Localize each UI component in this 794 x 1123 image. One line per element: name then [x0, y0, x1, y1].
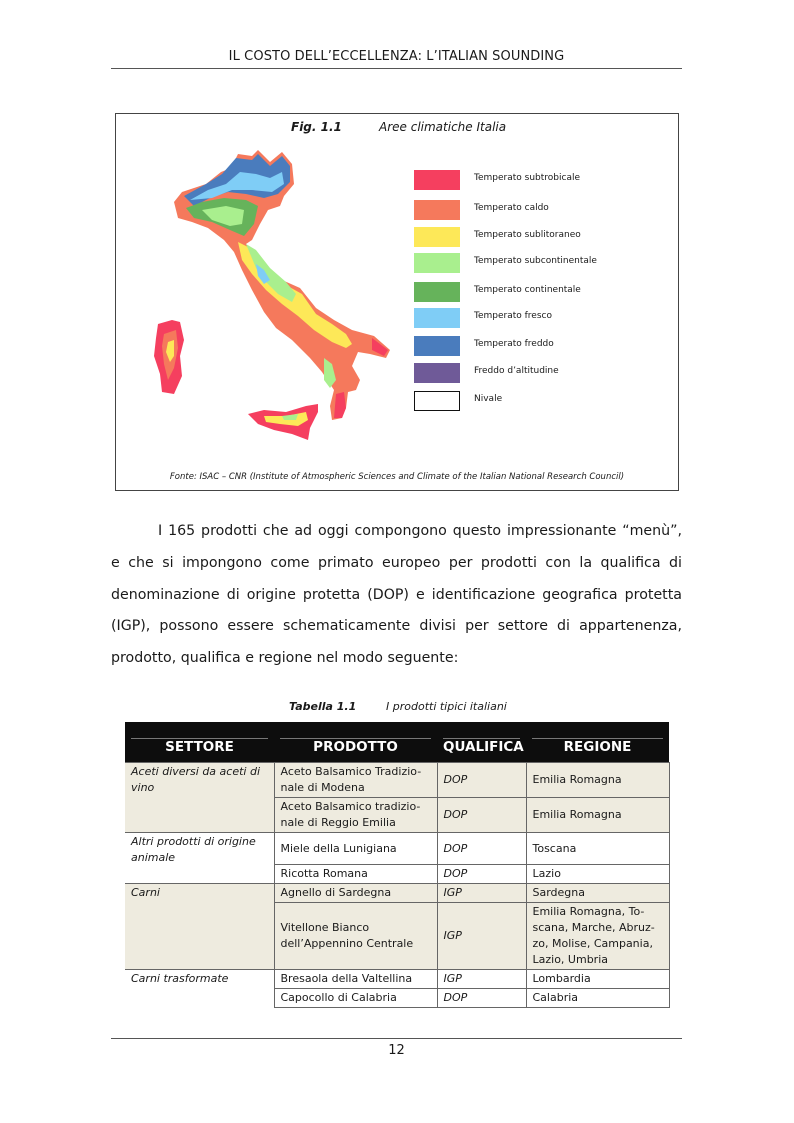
footer-rule	[111, 1038, 682, 1039]
table-row	[125, 833, 669, 865]
legend-label: Temperato sublitoraneo	[474, 230, 581, 240]
cell-qualifica: DOP	[437, 798, 526, 833]
legend-label: Temperato fresco	[474, 311, 552, 321]
legend-label: Temperato subtrobicale	[474, 173, 580, 183]
header-settore: SETTORE	[125, 722, 274, 763]
cell-regione: Calabria	[526, 989, 669, 1008]
header-rule	[111, 68, 682, 69]
italy-climate-map	[146, 144, 391, 444]
legend-swatch	[414, 308, 460, 328]
legend-swatch	[414, 170, 460, 190]
cell-qualifica: IGP	[437, 903, 526, 970]
cell-regione: Lombardia	[526, 970, 669, 989]
legend-item	[414, 282, 714, 302]
cell-qualifica: DOP	[437, 865, 526, 884]
table-row	[125, 884, 669, 903]
cell-prodotto: Aceto Balsamico tradizio-nale di Reggio Emilia	[274, 798, 437, 833]
body-paragraph-block	[111, 516, 682, 675]
table-row	[125, 970, 669, 989]
table-row	[125, 763, 669, 798]
legend-swatch	[414, 227, 460, 247]
legend-swatch	[414, 336, 460, 356]
cell-settore: Altri prodotti di origine animale	[125, 833, 274, 884]
cell-regione: Sardegna	[526, 884, 669, 903]
cell-qualifica: IGP	[437, 884, 526, 903]
legend-label: Freddo d’altitudine	[474, 366, 559, 376]
cell-regione: Lazio	[526, 865, 669, 884]
header-qualifica: QUALIFICA	[437, 722, 526, 763]
legend-item	[414, 363, 714, 383]
table-title: I prodotti tipici italiani	[386, 700, 507, 713]
legend-label: Temperato subcontinentale	[474, 256, 597, 266]
cell-prodotto: Bresaola della Valtellina	[274, 970, 437, 989]
legend-item	[414, 170, 714, 190]
page-number: 12	[388, 1043, 405, 1058]
cell-qualifica: IGP	[437, 970, 526, 989]
cell-regione: Emilia Romagna	[526, 763, 669, 798]
table-header-row	[125, 722, 669, 763]
cell-qualifica: DOP	[437, 833, 526, 865]
cell-qualifica: DOP	[437, 989, 526, 1008]
figure-title: Aree climatiche Italia	[379, 120, 507, 134]
legend-swatch	[414, 363, 460, 383]
cell-regione: Emilia Romagna, To-scana, Marche, Abruz-zo, Molise, Campania, Lazio, Umbria	[526, 903, 669, 970]
header-regione: REGIONE	[526, 722, 669, 763]
legend-swatch	[414, 391, 460, 411]
figure-number: Fig. 1.1	[291, 120, 342, 134]
products-table	[125, 722, 670, 1008]
cell-settore: Carni trasformate	[125, 970, 274, 1008]
legend-label: Temperato continentale	[474, 285, 581, 295]
legend-item	[414, 200, 714, 220]
header-prodotto: PRODOTTO	[274, 722, 437, 763]
legend-item	[414, 308, 714, 328]
cell-prodotto: Vitellone Bianco dell’Appennino Centrale	[274, 903, 437, 970]
body-paragraph: I 165 prodotti che ad oggi compongono questo impressionante “menù”, e che si impongono come primato europeo per prodotti con la qualifica di denominazione di origine protetta (DOP) e identificazione geografica protetta (IGP), possono essere schematicamente divisi per settore di appartenenza, prodotto, qualifica e regione nel modo seguente:	[111, 523, 682, 667]
cell-settore: Aceti diversi da aceti di vino	[125, 763, 274, 833]
cell-prodotto: Aceto Balsamico Tradizio-nale di Modena	[274, 763, 437, 798]
legend-item	[414, 253, 714, 273]
figure-box	[115, 113, 679, 491]
cell-prodotto: Capocollo di Calabria	[274, 989, 437, 1008]
legend-label: Nivale	[474, 394, 503, 404]
legend-swatch	[414, 253, 460, 273]
cell-prodotto: Agnello di Sardegna	[274, 884, 437, 903]
cell-prodotto: Ricotta Romana	[274, 865, 437, 884]
legend-label: Temperato freddo	[474, 339, 554, 349]
cell-settore: Carni	[125, 884, 274, 970]
cell-regione: Toscana	[526, 833, 669, 865]
cell-prodotto: Miele della Lunigiana	[274, 833, 437, 865]
table-number: Tabella 1.1	[289, 700, 357, 713]
legend-label: Temperato caldo	[474, 203, 549, 213]
cell-regione: Emilia Romagna	[526, 798, 669, 833]
legend-item	[414, 391, 714, 411]
legend-item	[414, 227, 714, 247]
legend-item	[414, 336, 714, 356]
running-header: IL COSTO DELL’ECCELLENZA: L’ITALIAN SOUNDING	[228, 49, 565, 64]
figure-source: Fonte: ISAC – CNR (Institute of Atmospheric Sciences and Climate of the Italian National Research Council)	[169, 472, 625, 482]
cell-qualifica: DOP	[437, 763, 526, 798]
legend-swatch	[414, 200, 460, 220]
legend-swatch	[414, 282, 460, 302]
